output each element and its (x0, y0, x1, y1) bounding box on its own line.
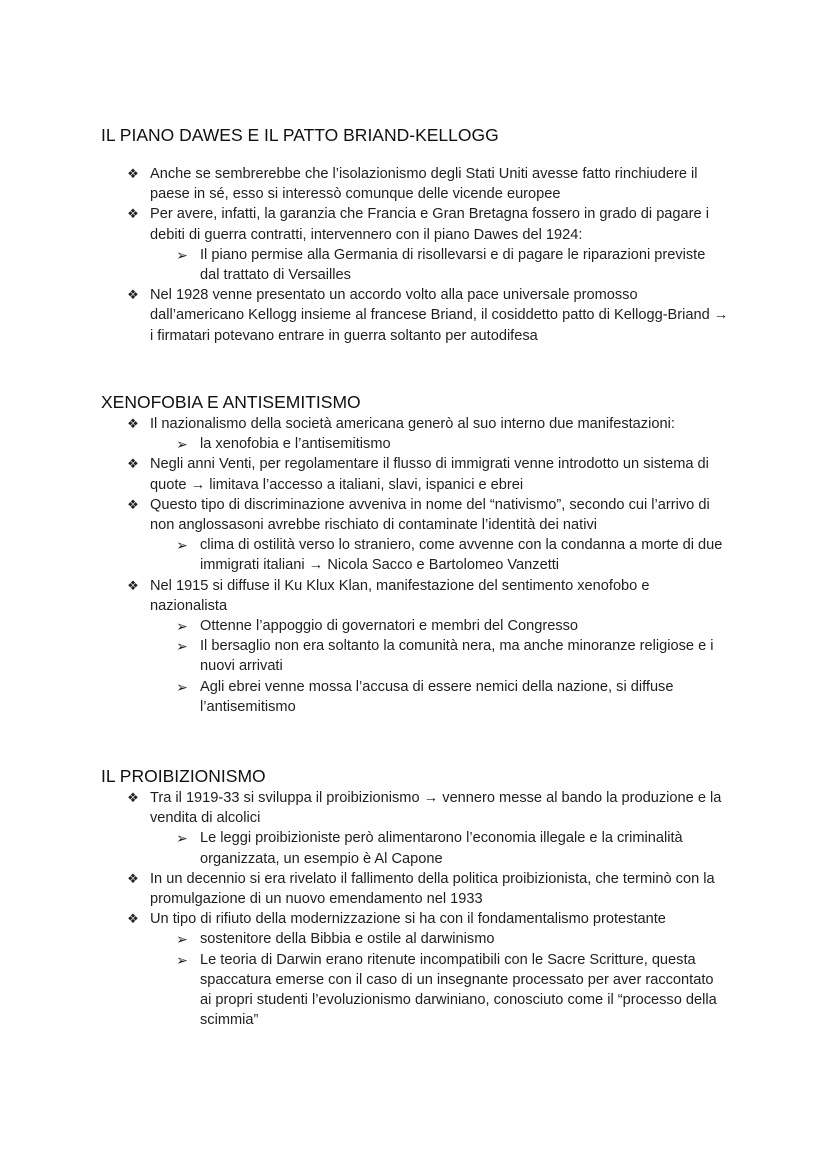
item-text: Ottenne l’appoggio di governatori e membri del Congresso (200, 618, 579, 635)
diamond-bullet-icon: ❖ (127, 287, 139, 303)
bullet-list (0, 414, 828, 717)
list-item (0, 204, 730, 244)
list-item (0, 616, 728, 636)
list-item (0, 434, 728, 454)
list-item (0, 414, 730, 434)
diamond-bullet-icon: ❖ (127, 416, 139, 431)
list-item (0, 535, 728, 575)
list-item (0, 245, 728, 285)
item-text: Nel 1915 si diffuse il Ku Klux Klan, manifestazione del sentimento xenofobo e nazionalista (150, 577, 650, 614)
item-text: Tra il 1919-33 si sviluppa il proibizionismo → vennero messe al bando la produzione e la vendita di alcolici (150, 790, 722, 827)
arrow-bullet-icon: ➢ (176, 830, 188, 847)
section-title: IL PIANO DAWES E IL PATTO BRIAND-KELLOGG (101, 125, 499, 145)
item-text: Negli anni Venti, per regolamentare il flusso di immigrati venne introdotto un sistema di quote → limitava l’accesso a italiani, slavi, ispanici e ebrei (150, 456, 709, 493)
item-text: Le leggi proibizioniste però alimentarono l’economia illegale e la criminalità organizzata, un esempio è Al Capone (200, 830, 683, 867)
item-text: Il piano permise alla Germania di risollevarsi e di pagare le riparazioni previste dal trattato di Versailles (200, 246, 706, 284)
item-text: Le teoria di Darwin erano ritenute incompatibili con le Sacre Scritture, questa spaccatura emerse con il caso di un insegnante processato per aver raccontato ai propri studenti l’evoluzionismo darwiniano, conosciuto come il “processo della scimmia” (200, 951, 717, 1029)
item-text: Questo tipo di discriminazione avveniva in nome del “nativismo”, secondo cui l’arrivo di non anglossasoni avrebbe rischiato di contaminate l’identità dei nativi (150, 496, 710, 534)
list-item (0, 828, 728, 868)
list-item (0, 495, 730, 535)
diamond-bullet-icon: ❖ (127, 790, 139, 805)
arrow-bullet-icon: ➢ (176, 436, 188, 453)
arrow-bullet-icon: ➢ (176, 638, 188, 655)
diamond-bullet-icon: ❖ (127, 870, 139, 886)
item-text: sostenitore della Bibbia e ostile al darwinismo (200, 931, 495, 948)
arrow-bullet-icon: ➢ (176, 246, 188, 263)
diamond-bullet-icon: ❖ (127, 496, 139, 512)
item-text: In un decennio si era rivelato il fallimento della politica proibizionista, che terminò con la promulgazione di un nuovo emendamento nel 1933 (150, 870, 715, 908)
diamond-bullet-icon: ❖ (127, 911, 139, 927)
item-text: Nel 1928 venne presentato un accordo volto alla pace universale promosso dall’americano Kellogg insieme al francese Briand, il cosiddetto patto di Kellogg-Briand → i firmatari potevano entrare in guerra soltanto per autodifesa (150, 287, 729, 344)
section-title: XENOFOBIA E ANTISEMITISMO (101, 392, 361, 412)
arrow-bullet-icon: ➢ (176, 618, 188, 635)
item-text: clima di ostilità verso lo straniero, come avvenne con la condanna a morte di due immigrati italiani → Nicola Sacco e Bartolomeo Vanzetti (200, 537, 723, 574)
list-item (0, 909, 730, 929)
item-text: Per avere, infatti, la garanzia che Francia e Gran Bretagna fossero in grado di pagare i debiti di guerra contratti, intervennero con il piano Dawes del 1924: (150, 206, 709, 243)
list-item (0, 677, 728, 717)
diamond-bullet-icon: ❖ (127, 206, 139, 222)
list-item (0, 454, 730, 494)
arrow-bullet-icon: ➢ (176, 537, 188, 554)
diamond-bullet-icon: ❖ (127, 166, 139, 181)
list-item (0, 636, 728, 676)
list-item (0, 788, 730, 828)
list-item (0, 164, 730, 204)
arrow-bullet-icon: ➢ (176, 951, 188, 968)
section-title: IL PROIBIZIONISMO (101, 766, 266, 786)
arrow-bullet-icon: ➢ (176, 931, 188, 948)
item-text: Il nazionalismo della società americana generò al suo interno due manifestazioni: (150, 416, 675, 432)
diamond-bullet-icon: ❖ (127, 577, 139, 593)
item-text: la xenofobia e l’antisemitismo (200, 436, 391, 453)
item-text: Un tipo di rifiuto della modernizzazione si ha con il fondamentalismo protestante (150, 911, 666, 928)
list-item (0, 576, 730, 616)
bullet-list (0, 788, 828, 1030)
list-item (0, 285, 730, 346)
item-text: Anche se sembrerebbe che l’isolazionismo degli Stati Uniti avesse fatto rinchiudere il paese in sé, esso si interessò comunque delle vicende europee (150, 166, 698, 203)
list-item (0, 929, 728, 949)
list-item (0, 950, 728, 1031)
arrow-bullet-icon: ➢ (176, 678, 188, 695)
item-text: Agli ebrei venne mossa l’accusa di essere nemici della nazione, si diffuse l’antisemitismo (200, 678, 674, 715)
item-text: Il bersaglio non era soltanto la comunità nera, ma anche minoranze religiose e i nuovi arrivati (200, 638, 714, 675)
bullet-list (0, 164, 828, 346)
diamond-bullet-icon: ❖ (127, 456, 139, 472)
list-item (0, 869, 730, 909)
